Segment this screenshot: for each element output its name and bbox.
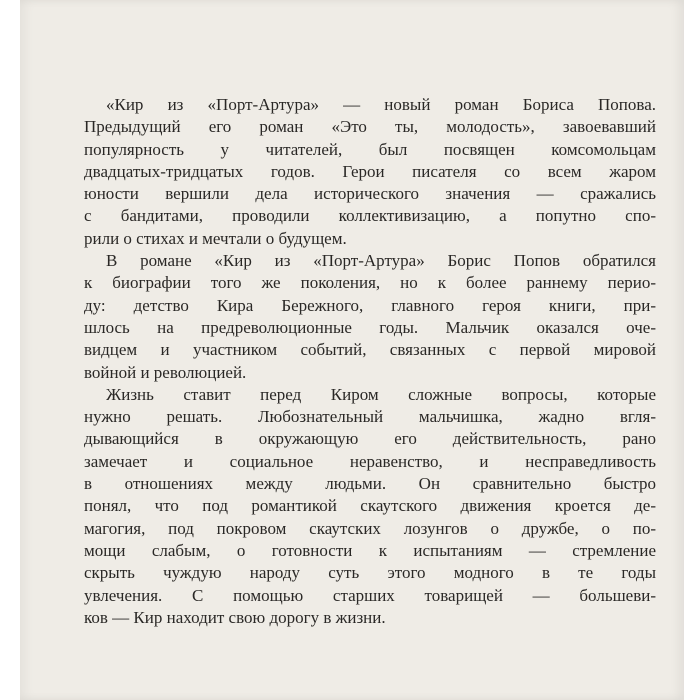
text-line: войной и революцией. [84,362,247,382]
text-line: с бандитами, проводили коллективизацию, а попутно спо- [84,206,656,226]
paragraph-3 [84,384,656,629]
paragraph-2 [84,250,656,384]
paragraph-1 [84,94,656,250]
text-line: Предыдущий его роман «Это ты, молодость», завоевавший [84,117,656,137]
text-line: в отношениях между людьми. Он сравнительно быстро [84,474,656,494]
text-line: ду: детство Кира Бережного, главного героя книги, при- [84,295,656,315]
text-line: шлось на предреволюционные годы. Мальчик оказался оче- [84,317,656,337]
text-line: мощи слабым, о готовности к испытаниям — стремление [84,540,656,560]
text-line: рили о стихах и мечтали о будущем. [84,228,347,248]
text-line: понял, что под романтикой скаутского движения кроется де- [84,496,656,516]
text-line: двадцатых-тридцатых годов. Герои писателя со всем жаром [84,161,656,181]
text-line: юности вершили дела исторического значения — сражались [84,184,656,204]
text-line: к биографии того же поколения, но к более раннему перио- [84,273,656,293]
text-line: увлечения. С помощью старших товарищей — большеви- [84,585,656,605]
text-line: скрыть чуждую народу суть этого модного в те годы [84,563,656,583]
text-line: видцем и участником событий, связанных с первой мировой [84,340,656,360]
text-line: дывающийся в окружающую его действительность, рано [84,429,656,449]
text-line: популярность у читателей, был посвящен комсомольцам [84,139,656,159]
text-line: магогия, под покровом скаутских лозунгов о дружбе, о по- [84,518,656,538]
text-line: Жизнь ставит перед Киром сложные вопросы, которые [106,384,656,404]
book-annotation-text [84,94,656,629]
text-line: замечает и социальное неравенство, и несправедливость [84,451,656,471]
text-line: ков — Кир находит свою дорогу в жизни. [84,607,386,627]
text-line: «Кир из «Порт-Артура» — новый роман Бориса Попова. [106,95,656,114]
text-line: В романе «Кир из «Порт-Артура» Борис Попов обратился [106,251,656,271]
text-line: нужно решать. Любознательный мальчишка, жадно вгля- [84,407,656,427]
